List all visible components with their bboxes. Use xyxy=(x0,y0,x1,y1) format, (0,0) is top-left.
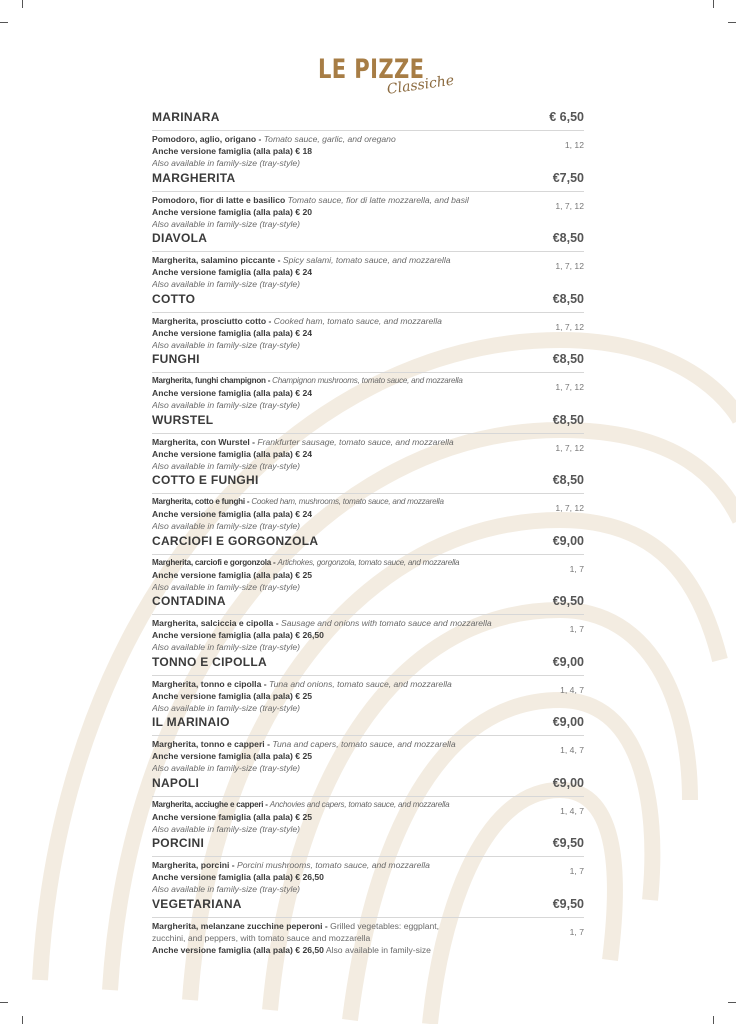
family-size-it xyxy=(152,811,544,823)
allergen-codes: 1, 12 xyxy=(564,140,584,150)
description-line xyxy=(152,254,544,266)
ingredients-it: Margherita, cotto e funghi xyxy=(152,497,245,506)
ingredients-it: Margherita, acciughe e capperi xyxy=(152,799,264,809)
pizza-name: NAPOLI xyxy=(152,775,200,790)
family-size-en-text: Also available in family-size (tray-style) xyxy=(152,279,301,289)
pizza-price: €7,50 xyxy=(552,170,584,185)
pizza-name: CARCIOFI E GORGONZOLA xyxy=(152,533,319,548)
pizza-price: €8,50 xyxy=(552,412,584,427)
family-size-en-text: Also available in family-size (tray-style) xyxy=(152,642,301,652)
description-en: Tuna and onions, tomato sauce, and mozzarella xyxy=(268,678,452,689)
menu-item xyxy=(152,897,584,958)
family-size-it-text: Anche versione famiglia (alla pala) € 24 xyxy=(152,448,313,459)
description-line xyxy=(152,920,544,932)
family-size-en-text: Also available in family-size (tray-style) xyxy=(152,521,301,531)
crop-mark xyxy=(0,22,8,23)
divider xyxy=(152,433,584,434)
pizza-name: WURSTEL xyxy=(152,412,214,427)
pizza-name: COTTO E FUNGHI xyxy=(152,473,259,487)
pizza-name: FUNGHI xyxy=(152,352,200,366)
description-line xyxy=(152,375,544,387)
menu-item xyxy=(152,171,584,232)
divider xyxy=(152,312,584,313)
description-en: Grilled vegetables: eggplant, xyxy=(330,920,440,931)
pizza-price: €8,50 xyxy=(552,352,584,366)
pizza-name: MARINARA xyxy=(152,110,220,124)
ingredients-it: Margherita, porcini xyxy=(152,860,230,870)
ingredients-it: Pomodoro, fior di latte e basilico xyxy=(152,194,286,205)
family-size-it xyxy=(152,327,544,339)
description-en: Spicy salami, tomato sauce, and mozzarella xyxy=(282,255,451,265)
divider xyxy=(152,493,584,494)
family-size-en-text: Also available in family-size (tray-style) xyxy=(152,400,301,410)
pizza-price: €8,50 xyxy=(552,473,584,487)
crop-mark xyxy=(22,1016,23,1024)
pizza-name: IL MARINAIO xyxy=(152,715,230,729)
description-en: Champignon mushrooms, tomato sauce, and mozzarella xyxy=(272,376,463,385)
pizza-price: €9,50 xyxy=(552,836,584,850)
family-size-it xyxy=(152,266,544,278)
allergen-codes: 1, 7 xyxy=(569,866,584,876)
description-line xyxy=(152,557,544,569)
divider xyxy=(152,735,584,736)
family-size-it xyxy=(152,387,544,399)
menu-item xyxy=(152,715,584,776)
family-size-en xyxy=(152,883,544,895)
ingredients-it: Margherita, prosciutto cotto xyxy=(152,315,267,326)
allergen-codes: 1, 4, 7 xyxy=(560,805,584,816)
divider xyxy=(152,675,584,676)
divider xyxy=(152,372,584,373)
page-header xyxy=(0,48,736,108)
family-size-en xyxy=(152,278,544,290)
divider xyxy=(152,856,584,857)
family-size-en xyxy=(152,702,544,714)
desc-separator: - xyxy=(244,497,252,506)
allergen-codes: 1, 7, 12 xyxy=(555,503,584,513)
allergen-codes: 1, 7, 12 xyxy=(555,442,584,453)
pizza-price: €9,00 xyxy=(552,533,584,548)
family-size-it xyxy=(152,871,544,883)
menu-item xyxy=(152,110,584,171)
family-size-it xyxy=(152,690,544,702)
description-line xyxy=(152,932,544,944)
desc-separator: - xyxy=(261,678,269,689)
family-size-en-text: Also available in family-size (tray-style) xyxy=(152,339,301,350)
divider xyxy=(152,917,584,918)
family-size-en xyxy=(152,762,544,774)
family-size-line xyxy=(152,944,544,956)
family-size-it-text: Anche versione famiglia (alla pala) € 25 xyxy=(152,811,313,822)
allergen-codes: 1, 7, 12 xyxy=(555,261,584,271)
pizza-price: €9,50 xyxy=(552,594,584,608)
allergen-codes: 1, 7 xyxy=(569,624,584,634)
pizza-name: MARGHERITA xyxy=(152,170,236,185)
pizza-name: COTTO xyxy=(152,291,196,306)
ingredients-it: Margherita, funghi champignon xyxy=(152,376,266,385)
allergen-codes: 1, 4, 7 xyxy=(560,684,584,695)
family-size-it xyxy=(152,448,544,460)
crop-mark xyxy=(0,1002,8,1003)
crop-mark xyxy=(22,0,23,8)
family-size-it xyxy=(152,569,544,581)
page-title: LE PIZZE xyxy=(318,54,425,85)
ingredients-it: Margherita, salamino piccante xyxy=(152,255,276,265)
family-size-en-text: Also available in family-size (tray-style) xyxy=(152,460,301,471)
description-en: Tomato sauce, fior di latte mozzarella, and basil xyxy=(287,194,469,205)
pizza-price: €8,50 xyxy=(552,291,584,306)
description-line xyxy=(152,436,544,448)
desc-separator: - xyxy=(229,860,237,870)
menu-item xyxy=(152,473,584,534)
divider xyxy=(152,796,584,797)
desc-separator: - xyxy=(273,618,281,628)
menu-item xyxy=(152,776,584,837)
pizza-name: TONNO E CIPOLLA xyxy=(152,654,267,669)
divider xyxy=(152,251,584,252)
family-size-en-text: Also available in family-size (tray-style) xyxy=(152,581,301,592)
page-subtitle: Classiche xyxy=(386,72,456,98)
family-size-it xyxy=(152,750,544,762)
pizza-name: PORCINI xyxy=(152,836,205,850)
description-line xyxy=(152,678,544,690)
family-size-it xyxy=(152,508,544,520)
family-size-it-text: Anche versione famiglia (alla pala) € 26,50 xyxy=(152,944,324,955)
description-line xyxy=(152,496,544,508)
description-en: Cooked ham, tomato sauce, and mozzarella xyxy=(273,315,442,326)
desc-separator: - xyxy=(265,376,273,385)
description-en-cont: zucchini, and peppers, with tomato sauce and mozzarella xyxy=(152,932,371,943)
description-en: Sausage and onions with tomato sauce and mozzarella xyxy=(280,618,492,628)
menu-item xyxy=(152,534,584,595)
desc-separator: - xyxy=(264,739,273,749)
family-size-it-text: Anche versione famiglia (alla pala) € 25 xyxy=(152,569,313,580)
menu-item xyxy=(152,594,584,655)
allergen-codes: 1, 7, 12 xyxy=(555,200,584,211)
allergen-codes: 1, 7 xyxy=(569,563,584,574)
desc-separator: - xyxy=(249,436,258,447)
description-en: Tuna and capers, tomato sauce, and mozzarella xyxy=(272,739,456,749)
ingredients-it: Margherita, carciofi e gorgonzola xyxy=(152,557,272,567)
family-size-it-text: Anche versione famiglia (alla pala) € 25 xyxy=(152,690,313,701)
family-size-it-text: Anche versione famiglia (alla pala) € 24 xyxy=(152,388,313,398)
family-size-en xyxy=(152,157,544,169)
family-size-it-text: Anche versione famiglia (alla pala) € 24 xyxy=(152,327,313,338)
description-line xyxy=(152,738,544,750)
ingredients-it: Pomodoro, aglio, origano xyxy=(152,134,257,144)
allergen-codes: 1, 7, 12 xyxy=(555,382,584,392)
description-en: Cooked ham, mushrooms, tomato sauce, and mozzarella xyxy=(251,497,444,506)
family-size-it-text: Anche versione famiglia (alla pala) € 26,50 xyxy=(152,630,324,640)
ingredients-it: Margherita, tonno e capperi xyxy=(152,739,265,749)
description-en: Tomato sauce, garlic, and oregano xyxy=(263,134,396,144)
family-size-en-text: Also available in family-size (tray-style) xyxy=(152,702,301,713)
family-size-en xyxy=(152,581,544,593)
description-line xyxy=(152,133,544,145)
divider xyxy=(152,130,584,131)
description-line xyxy=(152,315,544,327)
desc-separator: - xyxy=(271,557,278,567)
divider xyxy=(152,614,584,615)
crop-mark xyxy=(728,1002,736,1003)
family-size-en-text: Also available in family-size xyxy=(323,944,431,955)
allergen-codes: 1, 7, 12 xyxy=(555,321,584,332)
family-size-it xyxy=(152,145,544,157)
desc-separator: - xyxy=(322,920,331,931)
family-size-en xyxy=(152,520,544,532)
family-size-en-text: Also available in family-size (tray-style) xyxy=(152,823,301,834)
family-size-en xyxy=(152,823,544,835)
family-size-it-text: Anche versione famiglia (alla pala) € 24 xyxy=(152,509,313,519)
family-size-it xyxy=(152,629,544,641)
family-size-en-text: Also available in family-size (tray-style) xyxy=(152,763,301,773)
family-size-en-text: Also available in family-size (tray-style) xyxy=(152,218,301,229)
ingredients-it: Margherita, salciccia e cipolla xyxy=(152,618,274,628)
divider xyxy=(152,191,584,192)
family-size-en-text: Also available in family-size (tray-style) xyxy=(152,158,301,168)
menu-item xyxy=(152,836,584,897)
family-size-en-text: Also available in family-size (tray-style) xyxy=(152,884,301,894)
desc-separator: - xyxy=(275,255,283,265)
family-size-it-text: Anche versione famiglia (alla pala) € 24 xyxy=(152,267,313,277)
family-size-it-text: Anche versione famiglia (alla pala) € 26,50 xyxy=(152,872,324,882)
pizza-price: €8,50 xyxy=(552,231,584,245)
ingredients-it: Margherita, con Wurstel xyxy=(152,436,250,447)
menu-item xyxy=(152,352,584,413)
family-size-en xyxy=(152,460,544,472)
menu-item xyxy=(152,292,584,353)
description-line xyxy=(152,194,544,206)
pizza-name: VEGETARIANA xyxy=(152,896,242,911)
family-size-en xyxy=(152,641,544,653)
description-en: Artichokes, gorgonzola, tomato sauce, and mozzarella xyxy=(277,557,460,567)
desc-separator: - xyxy=(263,799,270,809)
allergen-codes: 1, 7 xyxy=(569,926,584,937)
crop-mark xyxy=(713,0,714,8)
description-en: Frankfurter sausage, tomato sauce, and mozzarella xyxy=(257,436,454,447)
pizza-price: € 6,50 xyxy=(549,110,584,124)
family-size-it xyxy=(152,206,544,218)
ingredients-it: Margherita, tonno e cipolla xyxy=(152,678,262,689)
pizza-name: CONTADINA xyxy=(152,594,226,608)
desc-separator: - xyxy=(256,134,264,144)
desc-separator: - xyxy=(266,315,274,326)
menu-item xyxy=(152,655,584,716)
crop-mark xyxy=(713,1016,714,1024)
allergen-codes: 1, 4, 7 xyxy=(560,745,584,755)
family-size-en xyxy=(152,339,544,351)
family-size-en xyxy=(152,399,544,411)
description-en: Porcini mushrooms, tomato sauce, and mozzarella xyxy=(237,860,430,870)
description-line xyxy=(152,617,544,629)
crop-mark xyxy=(728,22,736,23)
description-en: Anchovies and capers, tomato sauce, and mozzarella xyxy=(269,799,450,809)
family-size-it-text: Anche versione famiglia (alla pala) € 25 xyxy=(152,751,313,761)
family-size-it-text: Anche versione famiglia (alla pala) € 20 xyxy=(152,206,313,217)
pizza-price: €9,00 xyxy=(552,654,584,669)
divider xyxy=(152,554,584,555)
description-line xyxy=(152,859,544,871)
pizza-menu-list xyxy=(152,110,584,957)
pizza-name: DIAVOLA xyxy=(152,231,208,245)
menu-item xyxy=(152,231,584,292)
ingredients-it: Margherita, melanzane zucchine peperoni xyxy=(152,920,323,931)
family-size-it-text: Anche versione famiglia (alla pala) € 18 xyxy=(152,146,313,156)
description-line xyxy=(152,799,544,811)
pizza-price: €9,00 xyxy=(552,715,584,729)
family-size-en xyxy=(152,218,544,230)
menu-item xyxy=(152,413,584,474)
pizza-price: €9,50 xyxy=(552,896,584,911)
pizza-price: €9,00 xyxy=(552,775,584,790)
